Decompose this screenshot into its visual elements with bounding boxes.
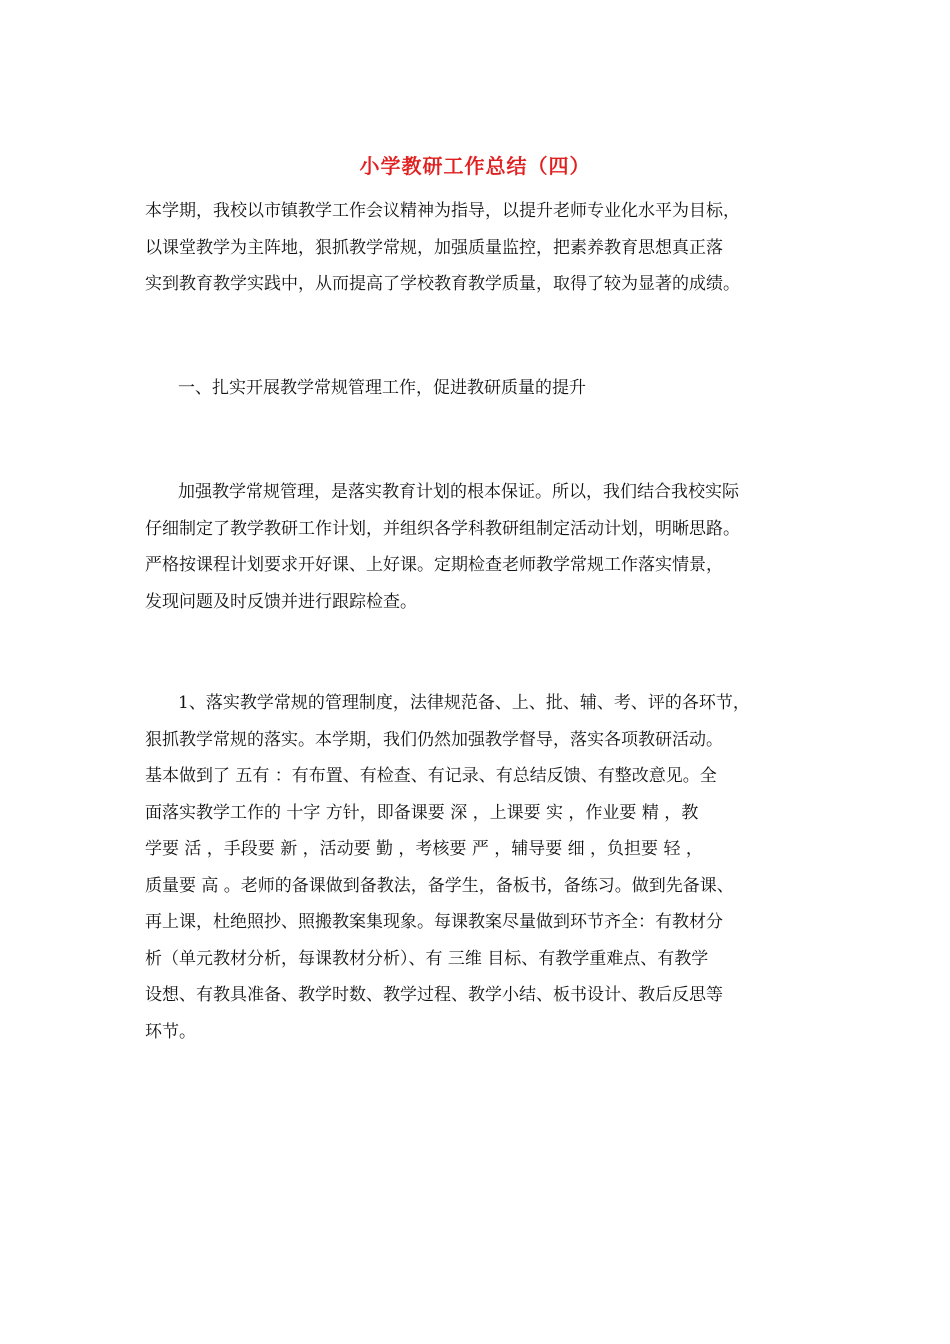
- document-title: 小学教研工作总结（四）: [359, 154, 591, 178]
- paragraph-line: 再上课，杜绝照抄、照搬教案集现象。每课教案尽量做到环节齐全：有教材分: [145, 912, 723, 932]
- section-heading: [145, 370, 810, 407]
- intro-line: 实到教育教学实践中，从而提高了学校教育教学质量，取得了较为显著的成绩。: [145, 274, 740, 294]
- paragraph-1: [145, 474, 810, 620]
- intro-paragraph: [145, 193, 810, 303]
- paragraph-line: 环节。: [145, 1021, 196, 1042]
- paragraph-line: 学要 活 ，手段要 新 ，活动要 勤 ，考核要 严 ，辅导要 细 ，负担要 轻 ，: [145, 839, 703, 859]
- paragraph-line: 仔细制定了教学教研工作计划，并组织各学科教研组制定活动计划，明晰思路。: [145, 518, 740, 539]
- intro-line: 本学期，我校以市镇教学工作会议精神为指导，以提升老师专业化水平为目标，: [145, 201, 740, 221]
- paragraph-line: 严格按课程计划要求开好课、上好课。定期检查老师教学常规工作落实情景，: [145, 555, 723, 575]
- paragraph-2: [145, 685, 810, 1050]
- paragraph-line: 狠抓教学常规的落实。本学期，我们仍然加强教学督导，落实各项教研活动。: [145, 729, 723, 750]
- paragraph-line: 质量要 高 。老师的备课做到备教法，备学生，备板书，备练习。做到先备课、: [145, 875, 734, 896]
- paragraph-line: 1、落实教学常规的管理制度，法律规范备、上、批、辅、考、评的各环节，: [178, 693, 750, 713]
- paragraph-line: 析（单元教材分析，每课教材分析）、有 三维 目标、有教学重难点、有教学: [145, 948, 709, 969]
- paragraph-line: 发现问题及时反馈并进行跟踪检查。: [145, 591, 417, 612]
- paragraph-line: 加强教学常规管理，是落实教育计划的根本保证。所以，我们结合我校实际: [178, 482, 739, 502]
- paragraph-line: 设想、有教具准备、教学时数、教学过程、教学小结、板书设计、教后反思等: [145, 985, 723, 1005]
- paragraph-line: 面落实教学工作的 十字 方针，即备课要 深 ，上课要 实 ，作业要 精 ，教: [145, 802, 699, 823]
- section-heading-text: 一、扎实开展教学常规管理工作，促进教研质量的提升: [178, 378, 586, 398]
- paragraph-line: 基本做到了 五有 ：有布置、有检查、有记录、有总结反馈、有整改意见。全: [145, 766, 717, 786]
- intro-line: 以课堂教学为主阵地，狠抓教学常规，加强质量监控，把素养教育思想真正落: [145, 237, 723, 258]
